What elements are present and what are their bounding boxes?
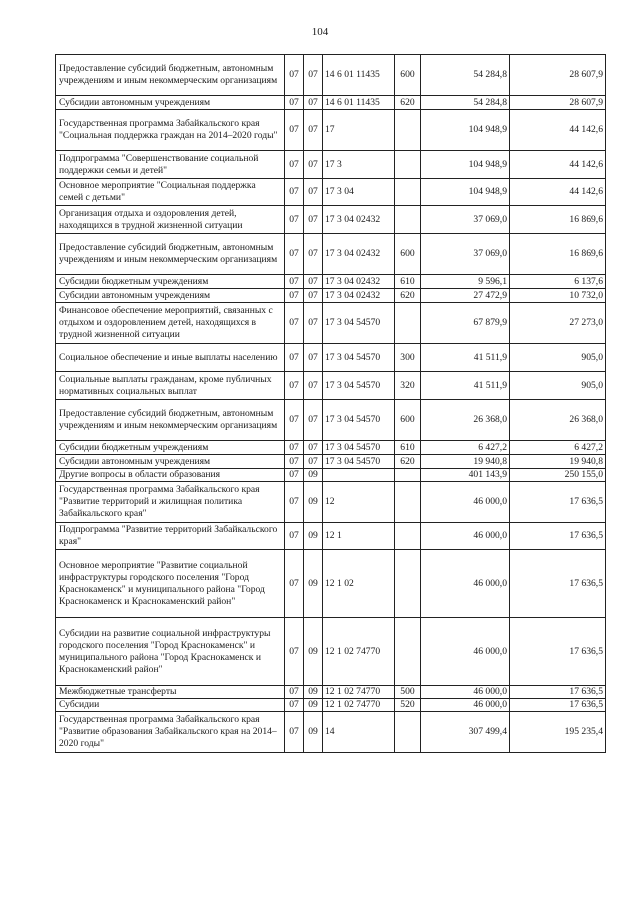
table-row (56, 206, 606, 234)
row-sum-2: 6 427,2 (510, 441, 606, 455)
row-sum-2: 16 869,6 (510, 206, 606, 234)
row-rz: 07 (285, 482, 304, 523)
table-row (56, 523, 606, 550)
row-vr (395, 712, 421, 753)
row-sum-2: 17 636,5 (510, 523, 606, 550)
row-vr (395, 550, 421, 618)
row-sum-1: 54 284,8 (421, 55, 510, 96)
row-sum-2: 17 636,5 (510, 699, 606, 712)
row-pr: 07 (304, 372, 323, 400)
row-rz: 07 (285, 206, 304, 234)
row-pr: 07 (304, 441, 323, 455)
row-vr: 620 (395, 455, 421, 469)
row-pr: 09 (304, 618, 323, 686)
row-sum-1: 41 511,9 (421, 344, 510, 372)
table-row (56, 482, 606, 523)
row-vr: 610 (395, 441, 421, 455)
row-sum-2: 250 155,0 (510, 469, 606, 482)
row-csr: 17 3 04 54570 (323, 303, 395, 344)
row-vr: 300 (395, 344, 421, 372)
row-pr: 09 (304, 712, 323, 753)
table-row (56, 179, 606, 206)
budget-table (55, 54, 606, 753)
row-sum-2: 17 636,5 (510, 686, 606, 699)
table-row (56, 234, 606, 275)
row-sum-2: 17 636,5 (510, 482, 606, 523)
row-name: Субсидии автономным учреждениям (56, 96, 285, 110)
row-name: Подпрограмма "Совершенствование социальной поддержки семьи и детей" (56, 151, 285, 179)
row-csr: 17 3 04 02432 (323, 289, 395, 303)
row-pr: 09 (304, 686, 323, 699)
row-name: Субсидии (56, 699, 285, 712)
row-rz: 07 (285, 686, 304, 699)
row-name: Государственная программа Забайкальского края "Социальная поддержка граждан на 2014–2020 годы" (56, 110, 285, 151)
row-vr (395, 469, 421, 482)
row-pr: 07 (304, 96, 323, 110)
row-sum-1: 37 069,0 (421, 234, 510, 275)
row-sum-2: 44 142,6 (510, 151, 606, 179)
row-csr: 17 3 04 02432 (323, 206, 395, 234)
row-rz: 07 (285, 275, 304, 289)
row-csr: 17 (323, 110, 395, 151)
row-vr: 600 (395, 234, 421, 275)
table-row (56, 699, 606, 712)
row-csr: 12 1 02 74770 (323, 699, 395, 712)
row-sum-1: 37 069,0 (421, 206, 510, 234)
row-vr: 600 (395, 55, 421, 96)
row-sum-1: 9 596,1 (421, 275, 510, 289)
table-row (56, 712, 606, 753)
table-row (56, 469, 606, 482)
row-sum-2: 17 636,5 (510, 550, 606, 618)
row-pr: 07 (304, 455, 323, 469)
row-csr: 17 3 04 54570 (323, 344, 395, 372)
row-sum-2: 28 607,9 (510, 55, 606, 96)
row-sum-2: 195 235,4 (510, 712, 606, 753)
row-vr (395, 179, 421, 206)
row-name: Предоставление субсидий бюджетным, автономным учреждениям и иным некоммерческим организациям (56, 400, 285, 441)
row-rz: 07 (285, 110, 304, 151)
row-name: Основное мероприятие "Социальная поддержка семей с детьми" (56, 179, 285, 206)
row-sum-1: 27 472,9 (421, 289, 510, 303)
row-rz: 07 (285, 372, 304, 400)
table-row (56, 441, 606, 455)
row-pr: 09 (304, 550, 323, 618)
row-pr: 07 (304, 110, 323, 151)
row-rz: 07 (285, 179, 304, 206)
row-sum-1: 46 000,0 (421, 550, 510, 618)
row-sum-1: 41 511,9 (421, 372, 510, 400)
row-name: Субсидии автономным учреждениям (56, 289, 285, 303)
row-pr: 07 (304, 206, 323, 234)
row-csr: 17 3 04 54570 (323, 372, 395, 400)
row-vr (395, 110, 421, 151)
row-name: Субсидии бюджетным учреждениям (56, 441, 285, 455)
row-csr: 17 3 04 02432 (323, 275, 395, 289)
row-rz: 07 (285, 523, 304, 550)
row-rz: 07 (285, 400, 304, 441)
row-csr: 12 (323, 482, 395, 523)
row-vr (395, 303, 421, 344)
row-vr (395, 151, 421, 179)
row-vr: 620 (395, 289, 421, 303)
row-pr: 07 (304, 275, 323, 289)
table-row (56, 455, 606, 469)
row-sum-1: 46 000,0 (421, 618, 510, 686)
row-rz: 07 (285, 303, 304, 344)
row-pr: 09 (304, 699, 323, 712)
row-rz: 07 (285, 699, 304, 712)
row-rz: 07 (285, 234, 304, 275)
row-name: Субсидии автономным учреждениям (56, 455, 285, 469)
row-name: Подпрограмма "Развитие территорий Забайкальского края" (56, 523, 285, 550)
row-name: Государственная программа Забайкальского края "Развитие образования Забайкальского края на 2014–2020 годы" (56, 712, 285, 753)
table-row (56, 400, 606, 441)
row-name: Государственная программа Забайкальского края "Развитие территорий и жилищная политика Забайкальского края" (56, 482, 285, 523)
row-sum-2: 27 273,0 (510, 303, 606, 344)
table-row (56, 372, 606, 400)
row-vr: 610 (395, 275, 421, 289)
row-sum-2: 26 368,0 (510, 400, 606, 441)
row-name: Социальные выплаты гражданам, кроме публичных нормативных социальных выплат (56, 372, 285, 400)
row-csr: 17 3 04 (323, 179, 395, 206)
row-vr (395, 206, 421, 234)
row-pr: 07 (304, 179, 323, 206)
row-sum-2: 6 137,6 (510, 275, 606, 289)
row-vr: 320 (395, 372, 421, 400)
row-csr: 12 1 02 (323, 550, 395, 618)
row-sum-2: 44 142,6 (510, 110, 606, 151)
row-vr (395, 523, 421, 550)
row-sum-1: 46 000,0 (421, 699, 510, 712)
row-pr: 07 (304, 151, 323, 179)
row-sum-1: 6 427,2 (421, 441, 510, 455)
row-sum-1: 401 143,9 (421, 469, 510, 482)
table-row (56, 55, 606, 96)
table-row (56, 151, 606, 179)
row-sum-2: 17 636,5 (510, 618, 606, 686)
row-csr (323, 469, 395, 482)
row-sum-1: 46 000,0 (421, 482, 510, 523)
row-rz: 07 (285, 712, 304, 753)
row-csr: 12 1 (323, 523, 395, 550)
row-rz: 07 (285, 469, 304, 482)
row-csr: 17 3 04 54570 (323, 455, 395, 469)
row-vr (395, 618, 421, 686)
row-csr: 12 1 02 74770 (323, 618, 395, 686)
row-sum-2: 28 607,9 (510, 96, 606, 110)
table-row (56, 96, 606, 110)
row-rz: 07 (285, 151, 304, 179)
row-pr: 07 (304, 234, 323, 275)
row-pr: 07 (304, 289, 323, 303)
row-pr: 09 (304, 482, 323, 523)
row-name: Межбюджетные трансферты (56, 686, 285, 699)
row-name: Субсидии бюджетным учреждениям (56, 275, 285, 289)
row-pr: 09 (304, 523, 323, 550)
row-rz: 07 (285, 441, 304, 455)
row-sum-2: 10 732,0 (510, 289, 606, 303)
table-row (56, 289, 606, 303)
row-rz: 07 (285, 455, 304, 469)
row-name: Социальное обеспечение и иные выплаты населению (56, 344, 285, 372)
row-pr: 07 (304, 55, 323, 96)
row-csr: 14 6 01 11435 (323, 96, 395, 110)
table-row (56, 344, 606, 372)
row-sum-2: 16 869,6 (510, 234, 606, 275)
row-sum-2: 19 940,8 (510, 455, 606, 469)
row-csr: 14 6 01 11435 (323, 55, 395, 96)
row-csr: 17 3 04 02432 (323, 234, 395, 275)
row-rz: 07 (285, 55, 304, 96)
row-vr: 620 (395, 96, 421, 110)
row-pr: 09 (304, 469, 323, 482)
row-sum-2: 905,0 (510, 372, 606, 400)
row-name: Финансовое обеспечение мероприятий, связанных с отдыхом и оздоровлением детей, находящихся в трудной жизненной ситуации (56, 303, 285, 344)
table-row (56, 618, 606, 686)
row-csr: 14 (323, 712, 395, 753)
row-name: Предоставление субсидий бюджетным, автономным учреждениям и иным некоммерческим организациям (56, 234, 285, 275)
row-sum-1: 46 000,0 (421, 523, 510, 550)
row-rz: 07 (285, 289, 304, 303)
row-vr: 600 (395, 400, 421, 441)
row-pr: 07 (304, 344, 323, 372)
row-name: Другие вопросы в области образования (56, 469, 285, 482)
row-rz: 07 (285, 550, 304, 618)
row-sum-1: 104 948,9 (421, 110, 510, 151)
table-row (56, 110, 606, 151)
row-sum-1: 104 948,9 (421, 179, 510, 206)
table-row (56, 686, 606, 699)
row-vr: 520 (395, 699, 421, 712)
row-sum-2: 44 142,6 (510, 179, 606, 206)
row-csr: 17 3 04 54570 (323, 400, 395, 441)
page-number: 104 (311, 26, 329, 38)
table-row (56, 275, 606, 289)
row-sum-1: 19 940,8 (421, 455, 510, 469)
row-sum-2: 905,0 (510, 344, 606, 372)
table-row (56, 550, 606, 618)
row-rz: 07 (285, 344, 304, 372)
row-rz: 07 (285, 96, 304, 110)
row-csr: 12 1 02 74770 (323, 686, 395, 699)
row-sum-1: 26 368,0 (421, 400, 510, 441)
row-vr (395, 482, 421, 523)
row-csr: 17 3 04 54570 (323, 441, 395, 455)
row-pr: 07 (304, 303, 323, 344)
row-sum-1: 54 284,8 (421, 96, 510, 110)
row-sum-1: 307 499,4 (421, 712, 510, 753)
row-pr: 07 (304, 400, 323, 441)
row-name: Организация отдыха и оздоровления детей, находящихся в трудной жизненной ситуации (56, 206, 285, 234)
row-sum-1: 104 948,9 (421, 151, 510, 179)
row-name: Субсидии на развитие социальной инфраструктуры городского поселения "Город Краснокаменск" и муниципального района "Город Краснокаменск и Краснокаменский район" (56, 618, 285, 686)
row-csr: 17 3 (323, 151, 395, 179)
row-rz: 07 (285, 618, 304, 686)
row-sum-1: 67 879,9 (421, 303, 510, 344)
row-name: Основное мероприятие "Развитие социальной инфраструктуры городского поселения "Город Краснокаменск" и муниципального района "Город Краснокаменск и Краснокаменский район" (56, 550, 285, 618)
row-sum-1: 46 000,0 (421, 686, 510, 699)
row-vr: 500 (395, 686, 421, 699)
table-row (56, 303, 606, 344)
row-name: Предоставление субсидий бюджетным, автономным учреждениям и иным некоммерческим организациям (56, 55, 285, 96)
